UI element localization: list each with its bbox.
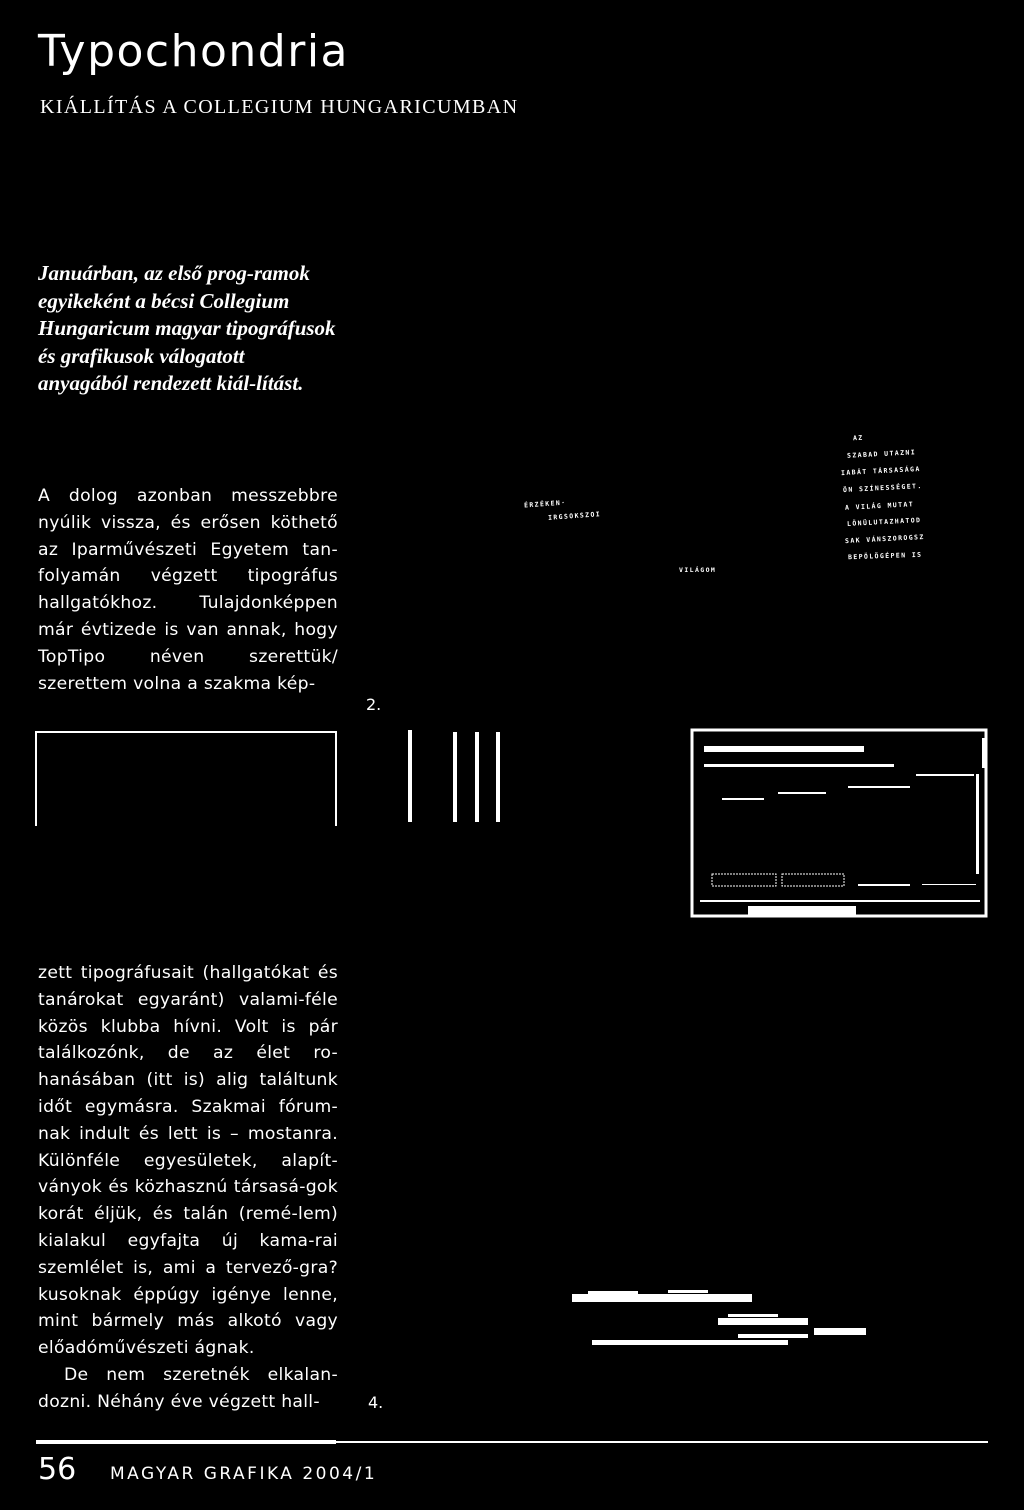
figure-4-type-fragments (568, 1286, 868, 1356)
figure-2-word: ÉRZÉKEN· (523, 498, 567, 510)
figure-2-poem-line: ÖN SZÍNESSÉGET. (842, 481, 923, 495)
figure-2-poem-line: IABÁT TÁRSASÁGA (840, 464, 921, 478)
figure-3-bars (400, 726, 510, 826)
figure-3-frame (30, 726, 350, 830)
body-column-2 (38, 960, 338, 1416)
figure-2-poem-line: A VILÁG MUTAT (844, 500, 915, 512)
article-title: Typochondria (38, 26, 350, 77)
figure-2-poem-line: LÖNÜLUTAZHATOD (846, 516, 922, 528)
journal-name: MAGYAR GRAFIKA 2004/1 (110, 1464, 378, 1484)
figure-2-word: IRGSOKSZOI (547, 510, 602, 522)
body-paragraph-indented: De nem szeretnék elkalan-dozni. Néhány éve végzett hall- (38, 1364, 338, 1412)
lead-paragraph: Januárban, az első prog-ramok egyikeként a bécsi Collegium Hungaricum magyar tipográfusok és grafikusok válogatott anyagából rendezett kiál-lítást. (38, 261, 336, 395)
body-column-1 (38, 483, 338, 697)
figure-4-label: 4. (368, 1393, 384, 1412)
body-paragraph: zett tipográfusait (hallgatókat és tanárokat egyaránt) valami-féle közös klubba hívni. Volt is pár találkozónk, de az élet ro-hanásában (itt is) alig találtunk időt egymásra. Szakmai fórum-nak indult és lett is – mostanra. Különféle egyesületek, alapít-ványok és közhasznú társasá-gok korát éljük, és talán (remé-lem) kialakul egyfajta új kama-rai szemlélet is, ami a tervező-gra?kusoknak éppúgy igénye lenne, mint bármely más alkotó vagy előadóművészeti ágnak. (38, 963, 338, 1359)
body-paragraph: A dolog azonban messzebbre nyúlik vissza, és erősen köthető az Iparművészeti Egyetem tan-folyamán végzett tipográfus hallgatókhoz. Tulajdonképpen már évtizede is van annak, hogy TopTipo néven szerettük/ szerettem volna a szakma kép- (38, 486, 338, 694)
figure-2-poem-line: BEPÖLÖGÉPEN IS (847, 550, 923, 562)
figure-2-word: VILÁGOM (679, 566, 717, 574)
page-number: 56 (38, 1452, 77, 1487)
figure-2-poem-line: AZ (852, 433, 864, 443)
article-subtitle: KIÁLLÍTÁS A COLLEGIUM HUNGARICUMBAN (40, 96, 519, 118)
figure-2-label: 2. (366, 695, 382, 714)
figure-3-window-drawing (690, 728, 990, 924)
figure-2-poem-line: SZABAD UTAZNI (846, 448, 917, 460)
figure-2-poem-line: SAK VÁNSZOROGSZ (844, 532, 925, 546)
footer-rule-accent (36, 1440, 336, 1444)
